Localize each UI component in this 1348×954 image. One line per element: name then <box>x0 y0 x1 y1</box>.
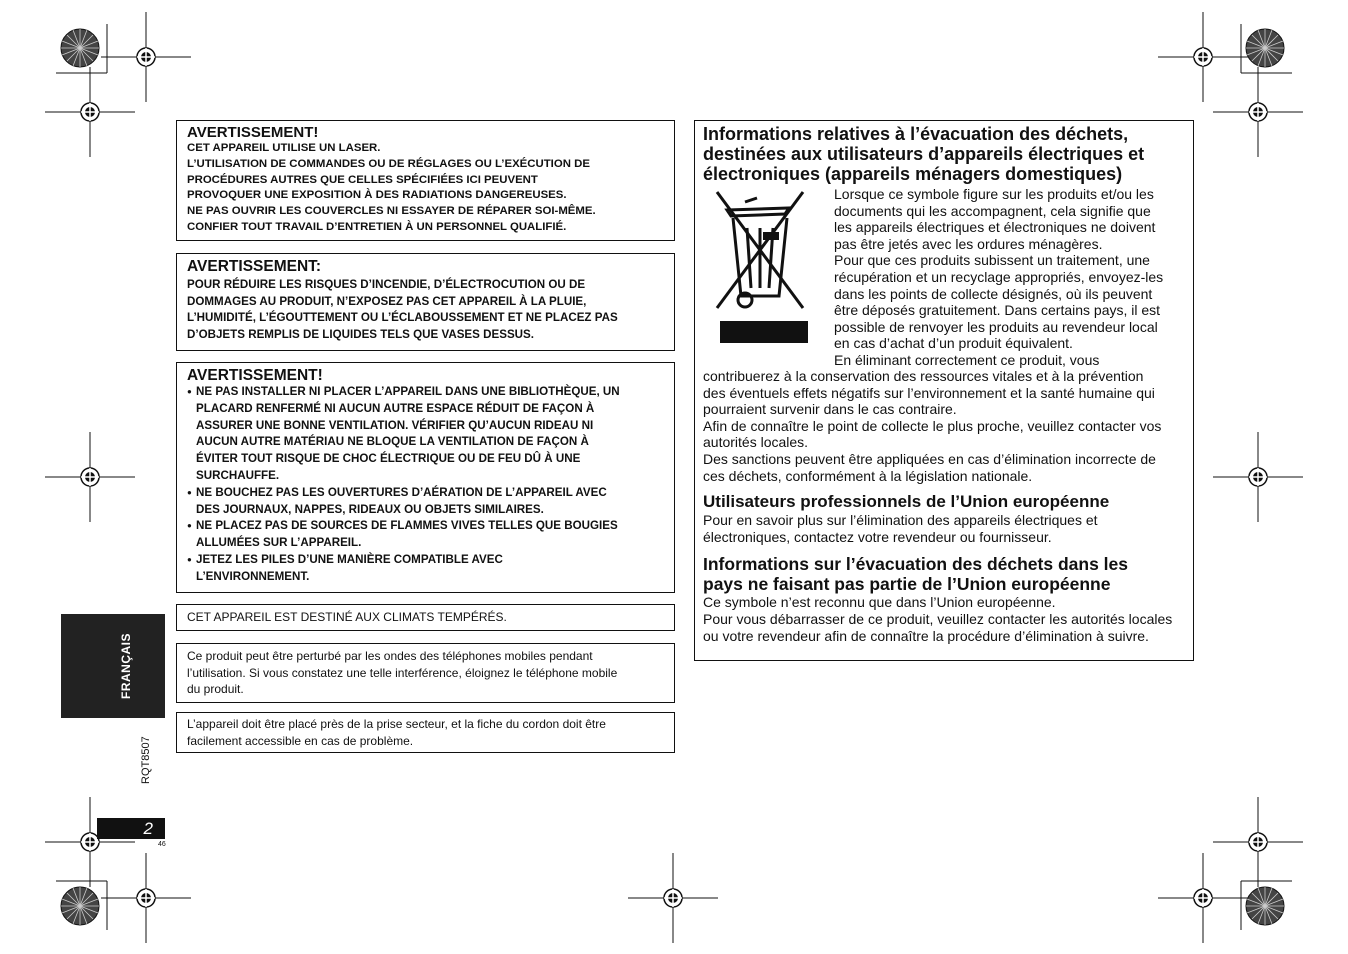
list-item: ● NE PLACEZ PAS DE SOURCES DE FLAMMES VIVES TELLES QUE BOUGIES ALLUMÉES SUR L’APPAREIL. <box>187 518 664 552</box>
warning-text <box>187 277 664 343</box>
document-code: RQT8507 <box>140 736 152 784</box>
warning-line: L’HUMIDITÉ, L’ÉGOUTTEMENT OU L’ÉCLABOUSSEMENT ET NE PLACEZ PAS <box>187 311 618 325</box>
sheet-number: 46 <box>158 841 166 848</box>
warning-line: CONFIER TOUT TRAVAIL D’ENTRETIEN À UN PERSONNEL QUALIFIÉ. <box>187 220 567 233</box>
note-line: l’utilisation. Si vous constatez une telle interférence, éloignez le téléphone mobile <box>187 665 618 680</box>
list-item: ● NE BOUCHEZ PAS LES OUVERTURES D’AÉRATION DE L’APPAREIL AVEC DES JOURNAUX, NAPPES, RIDEAUX OU OBJETS SIMILAIRES. <box>187 485 664 519</box>
note-line: Ce produit peut être perturbé par les ondes des téléphones mobiles pendant <box>187 649 593 663</box>
warning-title: AVERTISSEMENT: <box>187 258 322 275</box>
professional-users-body: Pour en savoir plus sur l’élimination des appareils électriques et électroniques, contactez votre revendeur ou fournisseur. <box>703 512 1098 545</box>
non-eu-body: Ce symbole n’est reconnu que dans l’Union européenne. Pour vous débarrasser de ce produit, veuillez contacter les autorités locales ou votre revendeur afin de connaître la procédure d’élimination à suivre. <box>703 594 1173 644</box>
note-power-plug <box>176 712 675 753</box>
professional-users-heading: Utilisateurs professionnels de l’Union européenne <box>703 492 1110 512</box>
warning-box-ventilation <box>176 362 675 593</box>
non-eu-heading: Informations sur l’évacuation des déchets dans les pays ne faisant pas partie de l’Union européenne <box>703 554 1128 595</box>
page-number: 2 <box>97 818 165 839</box>
note-line: L’appareil doit être placé près de la prise secteur, et la fiche du cordon doit être <box>187 717 606 731</box>
disposal-heading: Informations relatives à l’évacuation des déchets, destinées aux utilisateurs d’appareils électriques et électroniques (appareils ménagers domestiques) <box>703 124 1145 184</box>
icon-description: Lorsque ce symbole figure sur les produits et/ou les documents qui les accompagnent, cela signifie que les appareils électriques et électroniques ne doivent pas être jetés avec les ordures ménagères. Pour que ces produits subissent un traitement, une récupération et un recyclage appropriés, envoyez-les dans les points de collecte désignés, où ils peuvent être déposés gratuitement. Dans certains pays, il est possible de renvoyer les produits au revendeur local en cas d’achat d’un produit équivalent. En éliminant correctement ce produit, vous <box>834 186 1164 368</box>
warning-line: L’UTILISATION DE COMMANDES OU DE RÉGLAGES OU L’EXÉCUTION DE <box>187 157 590 170</box>
note-climate <box>176 604 675 631</box>
warning-box-moisture <box>176 253 675 351</box>
note-line: du produit. <box>187 682 244 696</box>
warning-bullet-list <box>187 384 664 586</box>
crossed-out-wheelie-bin-icon <box>707 188 817 348</box>
warning-line: CET APPAREIL UTILISE UN LASER. <box>187 142 381 154</box>
warning-line: D’OBJETS REMPLIS DE LIQUIDES TELS QUE VASES DESSUS. <box>187 327 535 341</box>
list-item: ● JETEZ LES PILES D’UNE MANIÈRE COMPATIBLE AVEC L’ENVIRONNEMENT. <box>187 552 664 586</box>
warning-title: AVERTISSEMENT! <box>187 367 323 384</box>
warning-line: PROVOQUER UNE EXPOSITION À DES RADIATIONS DANGEREUSES. <box>187 189 567 202</box>
warning-line: POUR RÉDUIRE LES RISQUES D’INCENDIE, D’ÉLECTROCUTION OU DE <box>187 278 586 291</box>
language-tab-label: FRANÇAIS <box>119 633 133 699</box>
note-text: CET APPAREIL EST DESTINÉ AUX CLIMATS TEMPÉRÉS. <box>187 610 507 624</box>
warning-line: DOMMAGES AU PRODUIT, N’EXPOSEZ PAS CET APPAREIL À LA PLUIE, <box>187 294 587 308</box>
list-item: ● NE PAS INSTALLER NI PLACER L’APPAREIL DANS UNE BIBLIOTHÈQUE, UN PLACARD RENFERMÉ NI AUCUN AUTRE ESPACE RÉDUIT DE FAÇON À ASSURER UNE BONNE VENTILATION. VÉRIFIER QU’AUCUN RIDEAU NI AUCUN AUTRE MATÉRIAU NE BLOQUE LA VENTILATION DE FAÇON À ÉVITER TOUT RISQUE DE CHOC ÉLECTRIQUE OU DE FEU DÛ À UNE SURCHAUFFE. <box>187 384 664 485</box>
language-tab <box>61 614 165 718</box>
disposal-info-box <box>694 120 1194 661</box>
warning-line: PROCÉDURES AUTRES QUE CELLES SPÉCIFIÉES ICI PEUVENT <box>187 173 538 186</box>
warning-line: NE PAS OUVRIR LES COUVERCLES NI ESSAYER DE RÉPARER SOI-MÊME. <box>187 205 596 218</box>
note-line: facilement accessible en cas de problème. <box>187 733 414 748</box>
disposal-body: contribuerez à la conservation des ressources vitales et à la prévention des éventuels effets négatifs sur l’environnement et la santé humaine qui pourraient survenir dans le cas contraire. Afin de connaître le point de collecte le plus proche, veuillez contacter vos autorités locales. Des sanctions peuvent être appliquées en cas d’élimination incorrecte de ces déchets, conformément à la législation nationale. <box>703 368 1162 484</box>
note-mobile-phone <box>176 643 675 703</box>
warning-box-laser <box>176 120 675 241</box>
warning-title: AVERTISSEMENT! <box>187 124 319 141</box>
warning-text <box>187 141 664 236</box>
